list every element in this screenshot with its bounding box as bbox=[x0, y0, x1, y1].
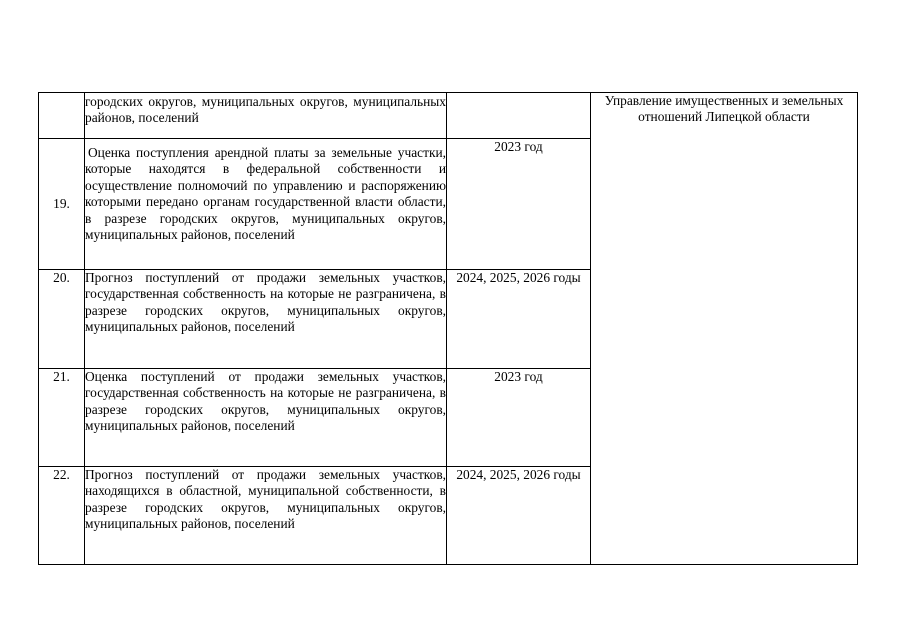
row-number-cell bbox=[39, 93, 85, 139]
row-description-cell: городских округов, муниципальных округов, муниципальных районов, поселений bbox=[85, 93, 447, 139]
document-table bbox=[38, 92, 858, 565]
table-row-continuation bbox=[39, 93, 858, 139]
row-number-cell: 22. bbox=[39, 467, 85, 565]
row-period-cell: 2024, 2025, 2026 годы bbox=[447, 467, 591, 565]
row-period-cell bbox=[447, 93, 591, 139]
row-number-cell: 19. bbox=[39, 139, 85, 270]
responsible-department-cell: Управление имущественных и земельных отношений Липецкой области bbox=[591, 93, 858, 565]
row-description-cell: Прогноз поступлений от продажи земельных участков, государственная собственность на которые не разграничена, в разрезе городских округов, муниципальных округов, муниципальных районов, поселений bbox=[85, 270, 447, 369]
row-period-cell: 2024, 2025, 2026 годы bbox=[447, 270, 591, 369]
row-description-cell: Оценка поступления арендной платы за земельные участки, которые находятся в федеральной собственности и осуществление полномочий по управлению и распоряжению которыми передано органам государственной власти области, в разрезе городских округов, муниципальных округов, муниципальных районов, поселений bbox=[85, 139, 447, 270]
row-number-cell: 20. bbox=[39, 270, 85, 369]
row-number-cell: 21. bbox=[39, 369, 85, 467]
row-period-cell: 2023 год bbox=[447, 139, 591, 270]
row-description-cell: Прогноз поступлений от продажи земельных участков, находящихся в областной, муниципальной собственности, в разрезе городских округов, муниципальных округов, муниципальных районов, поселений bbox=[85, 467, 447, 565]
row-description-cell: Оценка поступлений от продажи земельных участков, государственная собственность на которые не разграничена, в разрезе городских округов, муниципальных округов, муниципальных районов, поселений bbox=[85, 369, 447, 467]
row-period-cell: 2023 год bbox=[447, 369, 591, 467]
